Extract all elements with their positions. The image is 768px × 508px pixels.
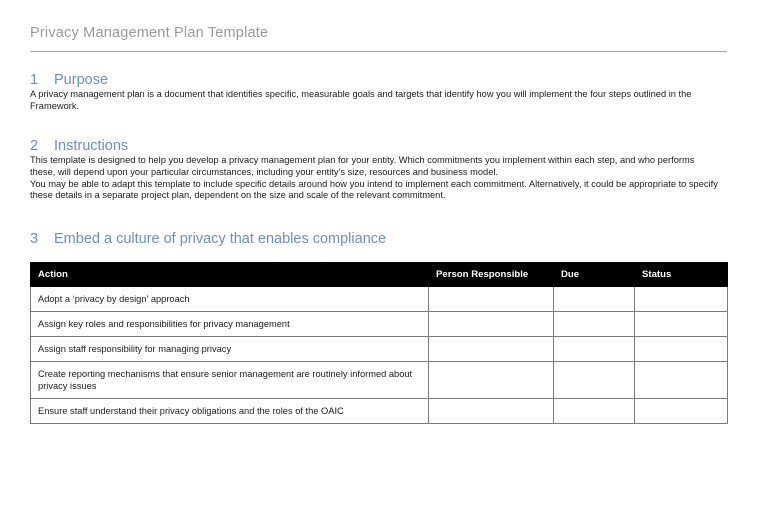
instructions-paragraph-2: You may be able to adapt this template to include specific details around how you intend to implement each commitment. Alternatively, it could be appropriate to specify these details in a separate project plan, dependent on the size and scale of the relevant commitment.	[30, 178, 718, 201]
section-heading-instructions	[30, 138, 727, 155]
cell-due[interactable]	[554, 361, 635, 398]
cell-due[interactable]	[554, 336, 635, 361]
table-row	[31, 361, 728, 398]
column-header-due: Due	[554, 262, 635, 286]
cell-due[interactable]	[554, 398, 635, 423]
cell-person-responsible[interactable]	[429, 336, 554, 361]
cell-status[interactable]	[635, 336, 728, 361]
cell-status[interactable]	[635, 398, 728, 423]
purpose-paragraph: A privacy management plan is a document that identifies specific, measurable goals and targets that identify how you will implement the four steps outlined in the Framework.	[30, 89, 692, 111]
section-heading-purpose	[30, 72, 727, 89]
cell-action: Assign staff responsibility for managing privacy	[31, 336, 429, 361]
section-heading-embed	[30, 231, 727, 248]
cell-action: Create reporting mechanisms that ensure senior management are routinely informed about privacy issues	[31, 361, 429, 398]
instructions-paragraph-1: This template is designed to help you develop a privacy management plan for your entity. Which commitments you implement within each step, and who performs these, will depend upon your particular circumstances, including your entity’s size, resources and business model.	[30, 155, 695, 177]
section-number-instructions: 2	[30, 138, 39, 155]
cell-action: Ensure staff understand their privacy obligations and the roles of the OAIC	[31, 398, 429, 423]
cell-due[interactable]	[554, 286, 635, 311]
cell-person-responsible[interactable]	[429, 398, 554, 423]
document-title: Privacy Management Plan Template	[30, 25, 269, 41]
cell-person-responsible[interactable]	[429, 361, 554, 398]
cell-person-responsible[interactable]	[429, 311, 554, 336]
section-title-instructions: Instructions	[54, 138, 129, 155]
table-row	[31, 311, 728, 336]
column-header-status: Status	[635, 262, 728, 286]
table-body	[31, 286, 728, 423]
table-row	[31, 286, 728, 311]
cell-action: Adopt a ‘privacy by design’ approach	[31, 286, 429, 311]
title-divider	[30, 51, 727, 52]
table-header	[31, 262, 728, 286]
section-title-purpose: Purpose	[54, 72, 109, 89]
cell-action: Assign key roles and responsibilities for privacy management	[31, 311, 429, 336]
section-number-embed: 3	[30, 230, 39, 247]
column-header-person-responsible: Person Responsible	[429, 262, 554, 286]
table-row	[31, 336, 728, 361]
cell-status[interactable]	[635, 286, 728, 311]
action-plan-table	[30, 262, 728, 424]
document-content	[30, 0, 727, 424]
section-title-embed: Embed a culture of privacy that enables compliance	[54, 230, 387, 247]
cell-due[interactable]	[554, 311, 635, 336]
cell-person-responsible[interactable]	[429, 286, 554, 311]
table-header-row	[31, 262, 728, 286]
column-header-action: Action	[31, 262, 429, 286]
section-number-purpose: 1	[30, 72, 39, 89]
cell-status[interactable]	[635, 361, 728, 398]
table-row	[31, 398, 728, 423]
cell-status[interactable]	[635, 311, 728, 336]
